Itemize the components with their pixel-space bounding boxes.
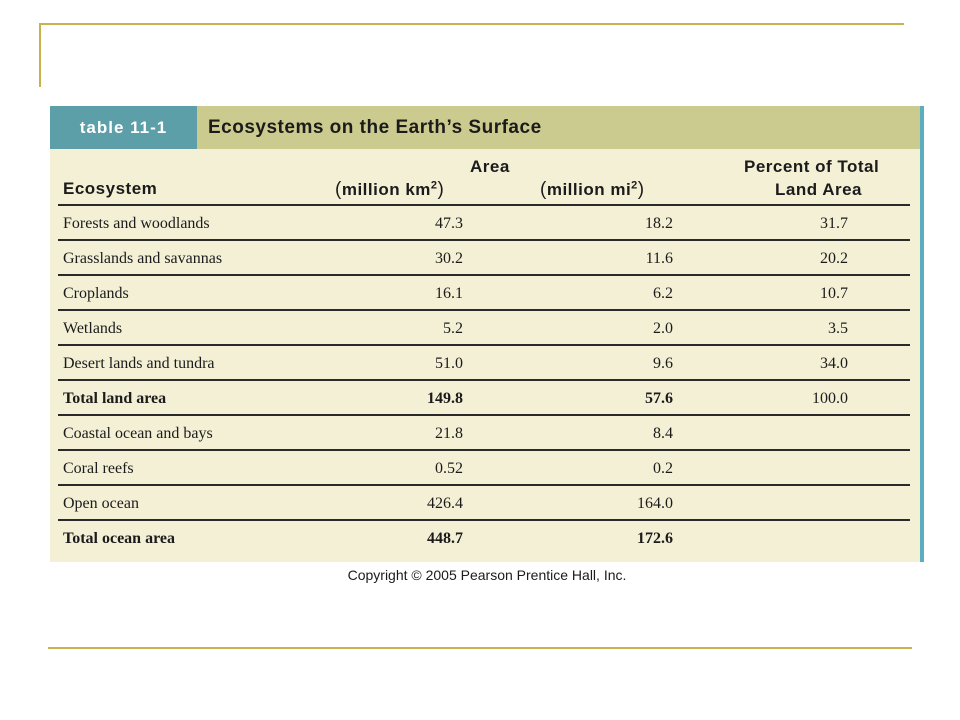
cell-million-km2: 47.3 <box>435 215 463 232</box>
table-row-total-land <box>58 381 910 416</box>
table-body <box>58 206 910 554</box>
cell-ecosystem: Croplands <box>63 285 129 302</box>
cell-million-mi2: 172.6 <box>637 530 673 547</box>
header-ecosystem: Ecosystem <box>63 179 158 198</box>
cell-million-mi2: 2.0 <box>653 320 673 337</box>
table-row <box>58 241 910 276</box>
cell-percent: 10.7 <box>820 285 848 302</box>
table-row <box>58 276 910 311</box>
cell-percent: 100.0 <box>812 390 848 407</box>
slide-bottom-rule <box>48 647 912 649</box>
cell-million-km2: 51.0 <box>435 355 463 372</box>
table-row <box>58 311 910 346</box>
cell-ecosystem: Coastal ocean and bays <box>63 425 213 442</box>
cell-million-km2: 5.2 <box>443 320 463 337</box>
slide-left-rule <box>39 23 41 87</box>
cell-ecosystem: Coral reefs <box>63 460 134 477</box>
table-row <box>58 451 910 486</box>
cell-ecosystem: Total ocean area <box>63 530 175 547</box>
cell-percent: 31.7 <box>820 215 848 232</box>
header-million-km2: (million $km^2$) <box>335 179 445 200</box>
header-percent-line2: Land Area <box>775 180 863 199</box>
cell-million-mi2: 164.0 <box>637 495 673 512</box>
cell-million-mi2: 9.6 <box>653 355 673 372</box>
table-row-total-ocean <box>58 521 910 554</box>
cell-million-km2: 30.2 <box>435 250 463 267</box>
cell-ecosystem: Grasslands and savannas <box>63 250 223 267</box>
cell-million-mi2: 0.2 <box>653 460 673 477</box>
cell-ecosystem: Total land area <box>63 390 167 407</box>
table-panel-edge <box>920 106 924 562</box>
cell-ecosystem: Open ocean <box>63 495 139 512</box>
cell-percent: 20.2 <box>820 250 848 267</box>
cell-million-km2: 426.4 <box>427 495 463 512</box>
header-km-unit: million km <box>341 180 431 199</box>
cell-million-km2: 0.52 <box>435 460 463 477</box>
cell-million-km2: 21.8 <box>435 425 463 442</box>
copyright-notice: Copyright © 2005 Pearson Prentice Hall, Inc. <box>347 567 627 583</box>
cell-million-mi2: 11.6 <box>645 250 673 267</box>
header-mi-unit: million mi <box>546 180 632 199</box>
header-km-exponent: 2 <box>430 179 438 192</box>
cell-percent: 34.0 <box>820 355 848 372</box>
header-mi-exponent: 2 <box>631 179 638 192</box>
cell-ecosystem: Wetlands <box>63 320 123 337</box>
cell-million-mi2: 18.2 <box>645 215 673 232</box>
cell-million-mi2: 6.2 <box>653 285 673 302</box>
cell-million-km2: 16.1 <box>435 285 463 302</box>
cell-ecosystem: Forests and woodlands <box>63 215 210 232</box>
header-percent-line1: Percent of Total <box>744 157 880 176</box>
slide-top-rule <box>40 23 904 25</box>
cell-percent: 3.5 <box>828 320 848 337</box>
header-area: Area <box>470 157 510 176</box>
cell-million-mi2: 8.4 <box>653 425 673 442</box>
cell-million-km2: 149.8 <box>427 390 463 407</box>
table-row <box>58 346 910 381</box>
table-row <box>58 486 910 521</box>
cell-ecosystem: Desert lands and tundra <box>63 355 215 372</box>
table-number-tag: table 11-1 <box>50 106 197 149</box>
cell-million-km2: 448.7 <box>427 530 463 547</box>
table-row <box>58 416 910 451</box>
table-title: Ecosystems on the Earth’s Surface <box>208 117 542 138</box>
table-row <box>58 206 910 241</box>
cell-million-mi2: 57.6 <box>645 390 673 407</box>
header-million-mi2: (million $mi^2$) <box>540 179 645 200</box>
